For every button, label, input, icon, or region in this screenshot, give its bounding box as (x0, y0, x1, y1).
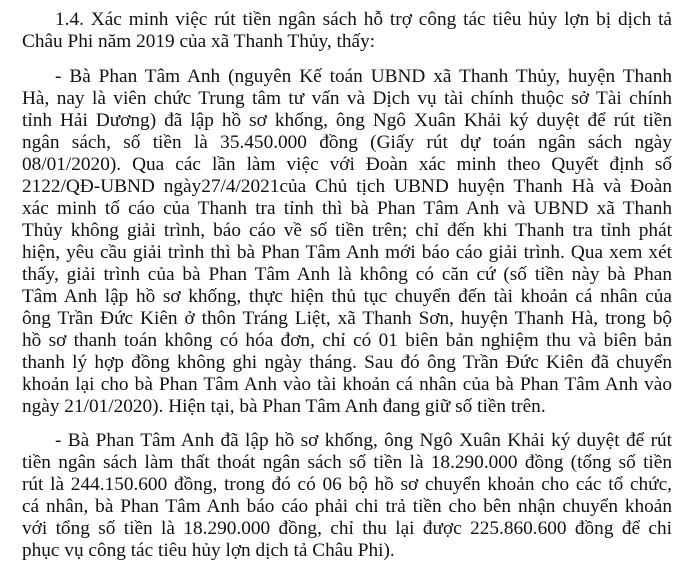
text-line: 2122/QĐ-UBND ngày27/4/2021của Chủ tịch UBND huyện Thanh Hà và Đoàn (22, 176, 672, 197)
text-line: 1.4. Xác minh việc rút tiền ngân sách hỗ trợ công tác tiêu hủy lợn bị dịch tả (55, 9, 672, 30)
text-line: tiền ngân sách làm thất thoát ngân sách số tiền là 18.290.000 đồng (tổng số tiền (22, 452, 672, 473)
text-line: xác minh tố cáo của Thanh tra tỉnh thì bà Phan Tâm Anh và UBND xã Thanh (22, 198, 672, 219)
text-line: Thủy không giải trình, báo cáo về số tiền trên; chỉ đến khi Thanh tra tỉnh phát (22, 220, 672, 241)
text-line: thanh lý hợp đồng không ghi ngày tháng. Sau đó ông Trần Đức Kiên đã chuyển (22, 352, 672, 373)
paragraph-first-finding (22, 66, 672, 418)
text-line: khoản lại cho bà Phan Tâm Anh vào tài khoản cá nhân của bà Phan Tâm Anh vào (22, 374, 672, 395)
text-line: rút là 244.150.600 đồng, trong đó có 06 bộ hồ sơ chuyển khoản cho các tổ chức, (22, 474, 672, 495)
paragraph-second-finding (22, 430, 672, 562)
paragraph-section-heading (22, 9, 672, 53)
text-line: Hà, nay là viên chức Trung tâm tư vấn và Dịch vụ tài chính thuộc sở Tài chính (22, 88, 672, 109)
text-line: phục vụ công tác tiêu hủy lợn dịch tả Châu Phi). (22, 540, 395, 561)
text-line: ông Trần Đức Kiên ở thôn Tráng Liệt, xã Thanh Sơn, huyện Thanh Hà, trong bộ (22, 308, 672, 329)
text-line: ngân sách, số tiền là 35.450.000 đồng (Giấy rút dự toán ngân sách ngày (22, 132, 672, 153)
text-line: hiện, yêu cầu giải trình thì bà Phan Tâm Anh mới báo cáo giải trình. Qua xem xét (22, 242, 672, 263)
text-line: với tổng số tiền là 18.290.000 đồng, chỉ thu lại được 225.860.600 đồng để chi (22, 518, 672, 539)
text-line: Tâm Anh lập hồ sơ khống, thực hiện thủ tục chuyển đến tài khoản cá nhân của (22, 286, 672, 307)
text-line: thấy, giải trình của bà Phan Tâm Anh là không có căn cứ (số tiền này bà Phan (22, 264, 672, 285)
text-line: 08/01/2020). Qua các lần làm việc với Đoàn xác minh theo Quyết định số (22, 154, 672, 175)
text-line: ngày 21/01/2020). Hiện tại, bà Phan Tâm Anh đang giữ số tiền trên. (22, 396, 546, 417)
text-line: cá nhân, bà Phan Tâm Anh báo cáo phải chi trả tiền cho bên nhận chuyển khoản (22, 496, 672, 517)
text-line: - Bà Phan Tâm Anh (nguyên Kế toán UBND xã Thanh Thủy, huyện Thanh (55, 66, 672, 87)
text-line: - Bà Phan Tâm Anh đã lập hồ sơ khống, ông Ngô Xuân Khải ký duyệt để rút (55, 430, 672, 451)
text-line: hồ sơ thanh toán không có hóa đơn, chỉ có 01 biên bản nghiệm thu và biên bản (22, 330, 672, 351)
text-line: Châu Phi năm 2019 của xã Thanh Thủy, thấy: (22, 31, 376, 52)
text-line: tỉnh Hải Dương) đã lập hồ sơ khống, ông Ngô Xuân Khải ký duyệt để rút tiền (22, 110, 672, 131)
